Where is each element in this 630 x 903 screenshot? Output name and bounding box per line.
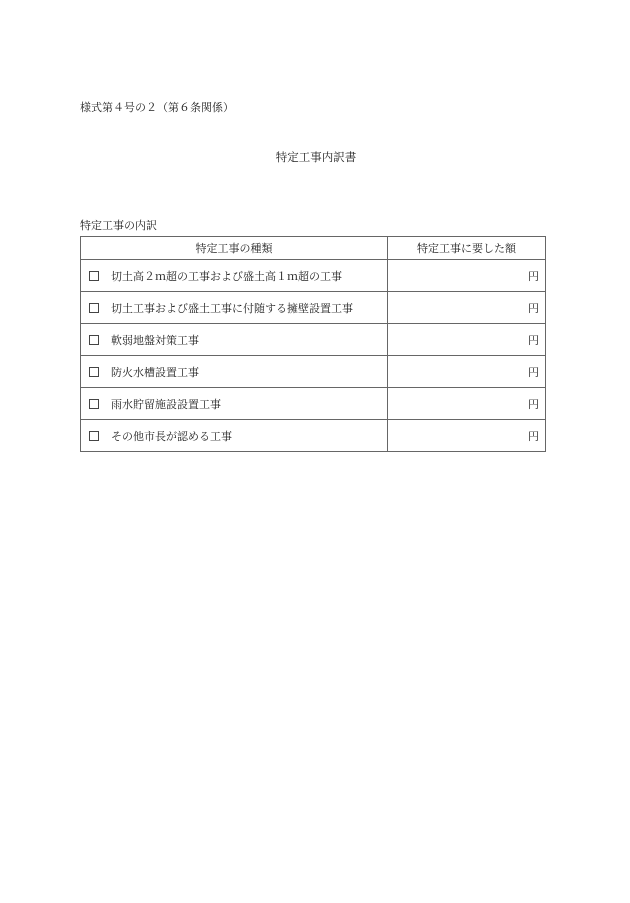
amount-cell[interactable] [388,292,546,324]
table-row [81,356,546,388]
construction-type-label: 雨水貯留施設設置工事 [111,397,221,411]
amount-cell[interactable] [388,388,546,420]
form-number: 様式第４号の２（第６条関係） [80,101,234,114]
yen-unit: 円 [528,301,539,315]
construction-type-cell [81,260,388,292]
yen-unit: 円 [528,365,539,379]
construction-type-cell [81,388,388,420]
document-title: 特定工事内訳書 [275,150,357,164]
yen-unit: 円 [528,333,539,347]
amount-cell[interactable] [388,356,546,388]
yen-unit: 円 [528,397,539,411]
table-header-row [81,237,546,260]
header-construction-type: 特定工事の種類 [81,237,388,260]
construction-type-label: 切土工事および盛土工事に付随する擁壁設置工事 [111,301,353,315]
construction-type-cell [81,292,388,324]
construction-type-cell [81,356,388,388]
checkbox[interactable] [89,399,99,409]
checkbox[interactable] [89,303,99,313]
checkbox[interactable] [89,431,99,441]
construction-type-label: 切土高２ｍ超の工事および盛土高１ｍ超の工事 [111,269,342,283]
checkbox[interactable] [89,335,99,345]
construction-type-label: 軟弱地盤対策工事 [111,333,199,347]
header-amount: 特定工事に要した額 [388,237,546,260]
table-row [81,388,546,420]
amount-cell[interactable] [388,420,546,452]
construction-type-cell [81,324,388,356]
amount-cell[interactable] [388,260,546,292]
checkbox[interactable] [89,271,99,281]
construction-type-label: 防火水槽設置工事 [111,365,199,379]
table-row [81,260,546,292]
checkbox[interactable] [89,367,99,377]
table-row [81,420,546,452]
construction-breakdown-table [80,236,546,452]
yen-unit: 円 [528,269,539,283]
amount-cell[interactable] [388,324,546,356]
section-label: 特定工事の内訳 [80,219,157,232]
construction-type-label: その他市長が認める工事 [111,429,232,443]
construction-type-cell [81,420,388,452]
yen-unit: 円 [528,429,539,443]
table-row [81,324,546,356]
table-row [81,292,546,324]
